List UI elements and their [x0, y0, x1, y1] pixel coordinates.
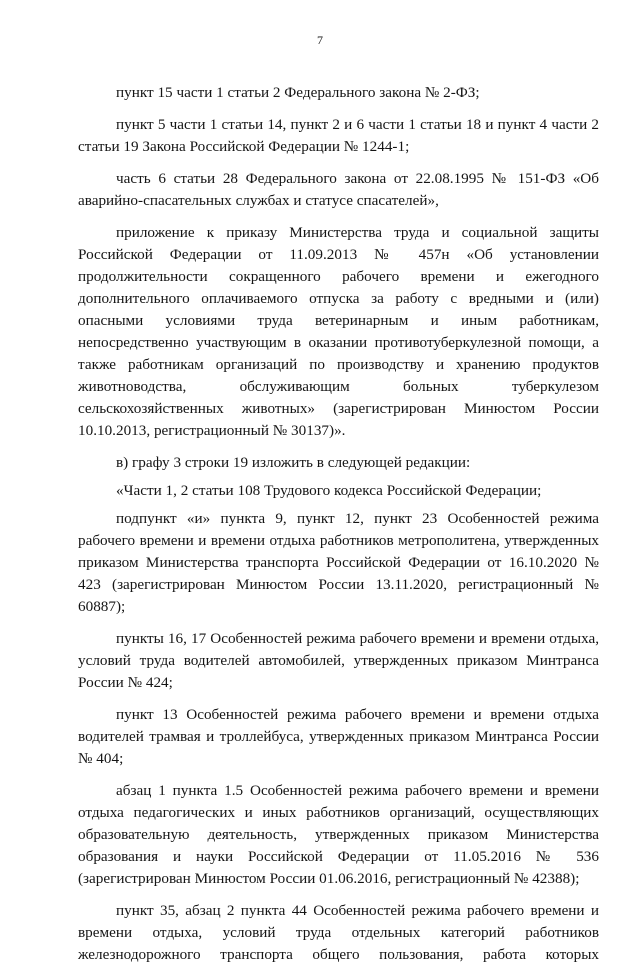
- paragraph: часть 6 статьи 28 Федерального закона от 22.08.1995 № 151-ФЗ «Об аварийно-спасательных службах и статусе спасателей»,: [78, 170, 599, 209]
- paragraph: подпункт «и» пункта 9, пункт 12, пункт 23 Особенностей режима рабочего времени и времени отдыха работников метрополитена, утвержденных приказом Министерства транспорта Российской Федерации от 16.10.2020 № 423 (зарегистрирован Минюстом России 13.11.2020, регистрационный № 60887);: [78, 510, 599, 615]
- page-number: 7: [317, 33, 323, 47]
- paragraph: пункт 13 Особенностей режима рабочего времени и времени отдыха водителей трамвая и троллейбуса, утвержденных приказом Минтранса России № 404;: [78, 706, 599, 767]
- paragraph: пункт 15 части 1 статьи 2 Федерального закона № 2-ФЗ;: [116, 84, 480, 101]
- paragraph: приложение к приказу Министерства труда и социальной защиты Российской Федерации от 11.09.2013 № 457н «Об установлении продолжительности сокращенного рабочего времени и ежегодного дополнительного оплачиваемого отпуска за работу с вредными и (или) опасными условиями труда ветеринарным и иным работникам, непосредственно участвующим в оказании противотуберкулезной помощи, а также работникам организаций по производству и хранению продуктов животноводства, обслуживающим больных туберкулезом сельскохозяйственных животных» (зарегистрирован Минюстом России 10.10.2013, регистрационный № 30137)».: [78, 224, 599, 439]
- paragraph: пункты 16, 17 Особенностей режима рабочего времени и времени отдыха, условий труда водителей автомобилей, утвержденных приказом Минтранса России № 424;: [78, 630, 599, 691]
- paragraph: пункт 5 части 1 статьи 14, пункт 2 и 6 части 1 статьи 18 и пункт 4 части 2 статьи 19 Закона Российской Федерации № 1244-1;: [78, 116, 599, 155]
- paragraph: абзац 1 пункта 1.5 Особенностей режима рабочего времени и времени отдыха педагогических и иных работников организаций, осуществляющих образовательную деятельность, утвержденных приказом Министерства образования и науки Российской Федерации от 11.05.2016 № 536 (зарегистрирован Минюстом России 01.06.2016, регистрационный № 42388);: [78, 782, 599, 887]
- document-body: [78, 82, 599, 966]
- paragraph: «Части 1, 2 статьи 108 Трудового кодекса Российской Федерации;: [116, 482, 542, 499]
- paragraph: в) графу 3 строки 19 изложить в следующей редакции:: [116, 454, 471, 471]
- paragraph: пункт 35, абзац 2 пункта 44 Особенностей режима рабочего времени и времени отдыха, условий труда отдельных категорий работников железнодорожного транспорта общего пользования, работа которых: [78, 902, 599, 963]
